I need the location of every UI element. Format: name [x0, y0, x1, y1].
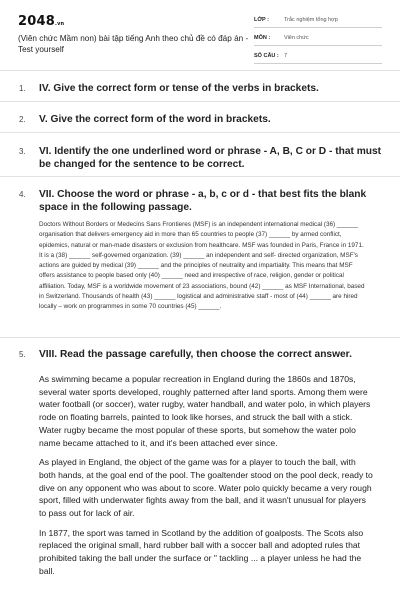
question-title: VII. Choose the word or phrase - a, b, c or d - that best fits the blank space in the following passage.: [39, 189, 367, 213]
passage-paragraph: As played in England, the object of the game was for a player to touch the ball, with both hands, at the goal end of the pool. The goaltender stood on the pool deck, ready to dive on any opponent who was about to score. Water polo quickly became a very rough sport, filled with underwater fights away from the ball, and it wasn't unusual for players to pass out for lack of air.: [39, 457, 373, 519]
document-title: (Viên chức Mầm non) bài tập tiếng Anh theo chủ đề có đáp án - Test yourself: [18, 34, 249, 54]
site-logo[interactable]: [18, 14, 64, 29]
divider: [0, 70, 400, 71]
meta-value: Trắc nghiệm tổng hợp: [284, 17, 338, 23]
meta-row-count: [254, 49, 382, 64]
question-number: 5.: [19, 350, 26, 359]
logo-suffix: .vn: [54, 21, 65, 27]
question-number: 1.: [19, 84, 26, 93]
document-header: [0, 0, 400, 68]
meta-key: MÔN :: [254, 35, 271, 41]
passage-text: Doctors Without Borders or Medecins Sans Frontieres (MSF) is an independent international medical (36) ______ organisation that delivers emergency aid in more than 65 countries to people (37) ______ by armed conflict, epidemics, natural or man-made disasters or exclusion from healthcare. MSF was founded in Paris, France in 1971. It is a (38) ______ self-governed organization. (39) ______ an independent and self- directed organization, MSF's actions are guided by medical (39) ______ and the principles of neutrality and impartiality. This means that MSF offers assistance to people based only (40) ______ need and irrespective of race, religion, gender or political affiliation. Today, MSF is a worldwide movement of 23 associations, bound (42) ______ as MSF International, based in Switzerland. Thousands of health (43) ______ logistical and administrative staff - most of (44) ______ are hired locally – work on programmes in some 70 countries (45) ______.: [39, 221, 365, 311]
divider: [0, 337, 400, 338]
question-title: VIII. Read the passage carefully, then choose the correct answer.: [39, 349, 352, 360]
meta-table: [254, 13, 382, 67]
meta-row-subject: [254, 31, 382, 46]
question-title: IV. Give the correct form or tense of the verbs in brackets.: [39, 83, 319, 94]
question-title: V. Give the correct form of the word in brackets.: [39, 114, 271, 125]
passage-paragraph: As swimming became a popular recreation in England during the 1860s and 1870s, several water sports developed, roughly patterned after land sports. Among them were water football (or soccer), water rugby, water handball, and water polo, in which players rode on floating barrels, painted to look like horses, and struck the ball with a stick. Water rugby became the most popular of these sports, but somehow the water polo name became attached to it, and it's been attached ever since.: [39, 374, 371, 448]
reading-passage: [39, 373, 373, 585]
meta-value: 7: [284, 53, 288, 59]
question-title: VI. Identify the one underlined word or phrase - A, B, C or D - that must be changed for the sentence to be correct.: [39, 146, 382, 170]
divider: [0, 176, 400, 177]
question-number: 3.: [19, 147, 26, 156]
question-number: 4.: [19, 190, 26, 199]
meta-value: Viên chức: [284, 35, 309, 41]
question-number: 2.: [19, 115, 26, 124]
divider: [0, 132, 400, 133]
meta-key: LỚP :: [254, 17, 269, 23]
logo-text: 2048: [18, 14, 55, 29]
meta-row-class: [254, 13, 382, 28]
divider: [0, 101, 400, 102]
meta-key: SỐ CÂU :: [254, 53, 279, 59]
passage-paragraph: In 1877, the sport was tamed in Scotland by the addition of goalposts. The Scots also replaced the original small, hard rubber ball with a soccer ball and adopted rules that prohibited taking the ball under the surface or " tackling ... a player unless he had the ball.: [39, 527, 364, 576]
